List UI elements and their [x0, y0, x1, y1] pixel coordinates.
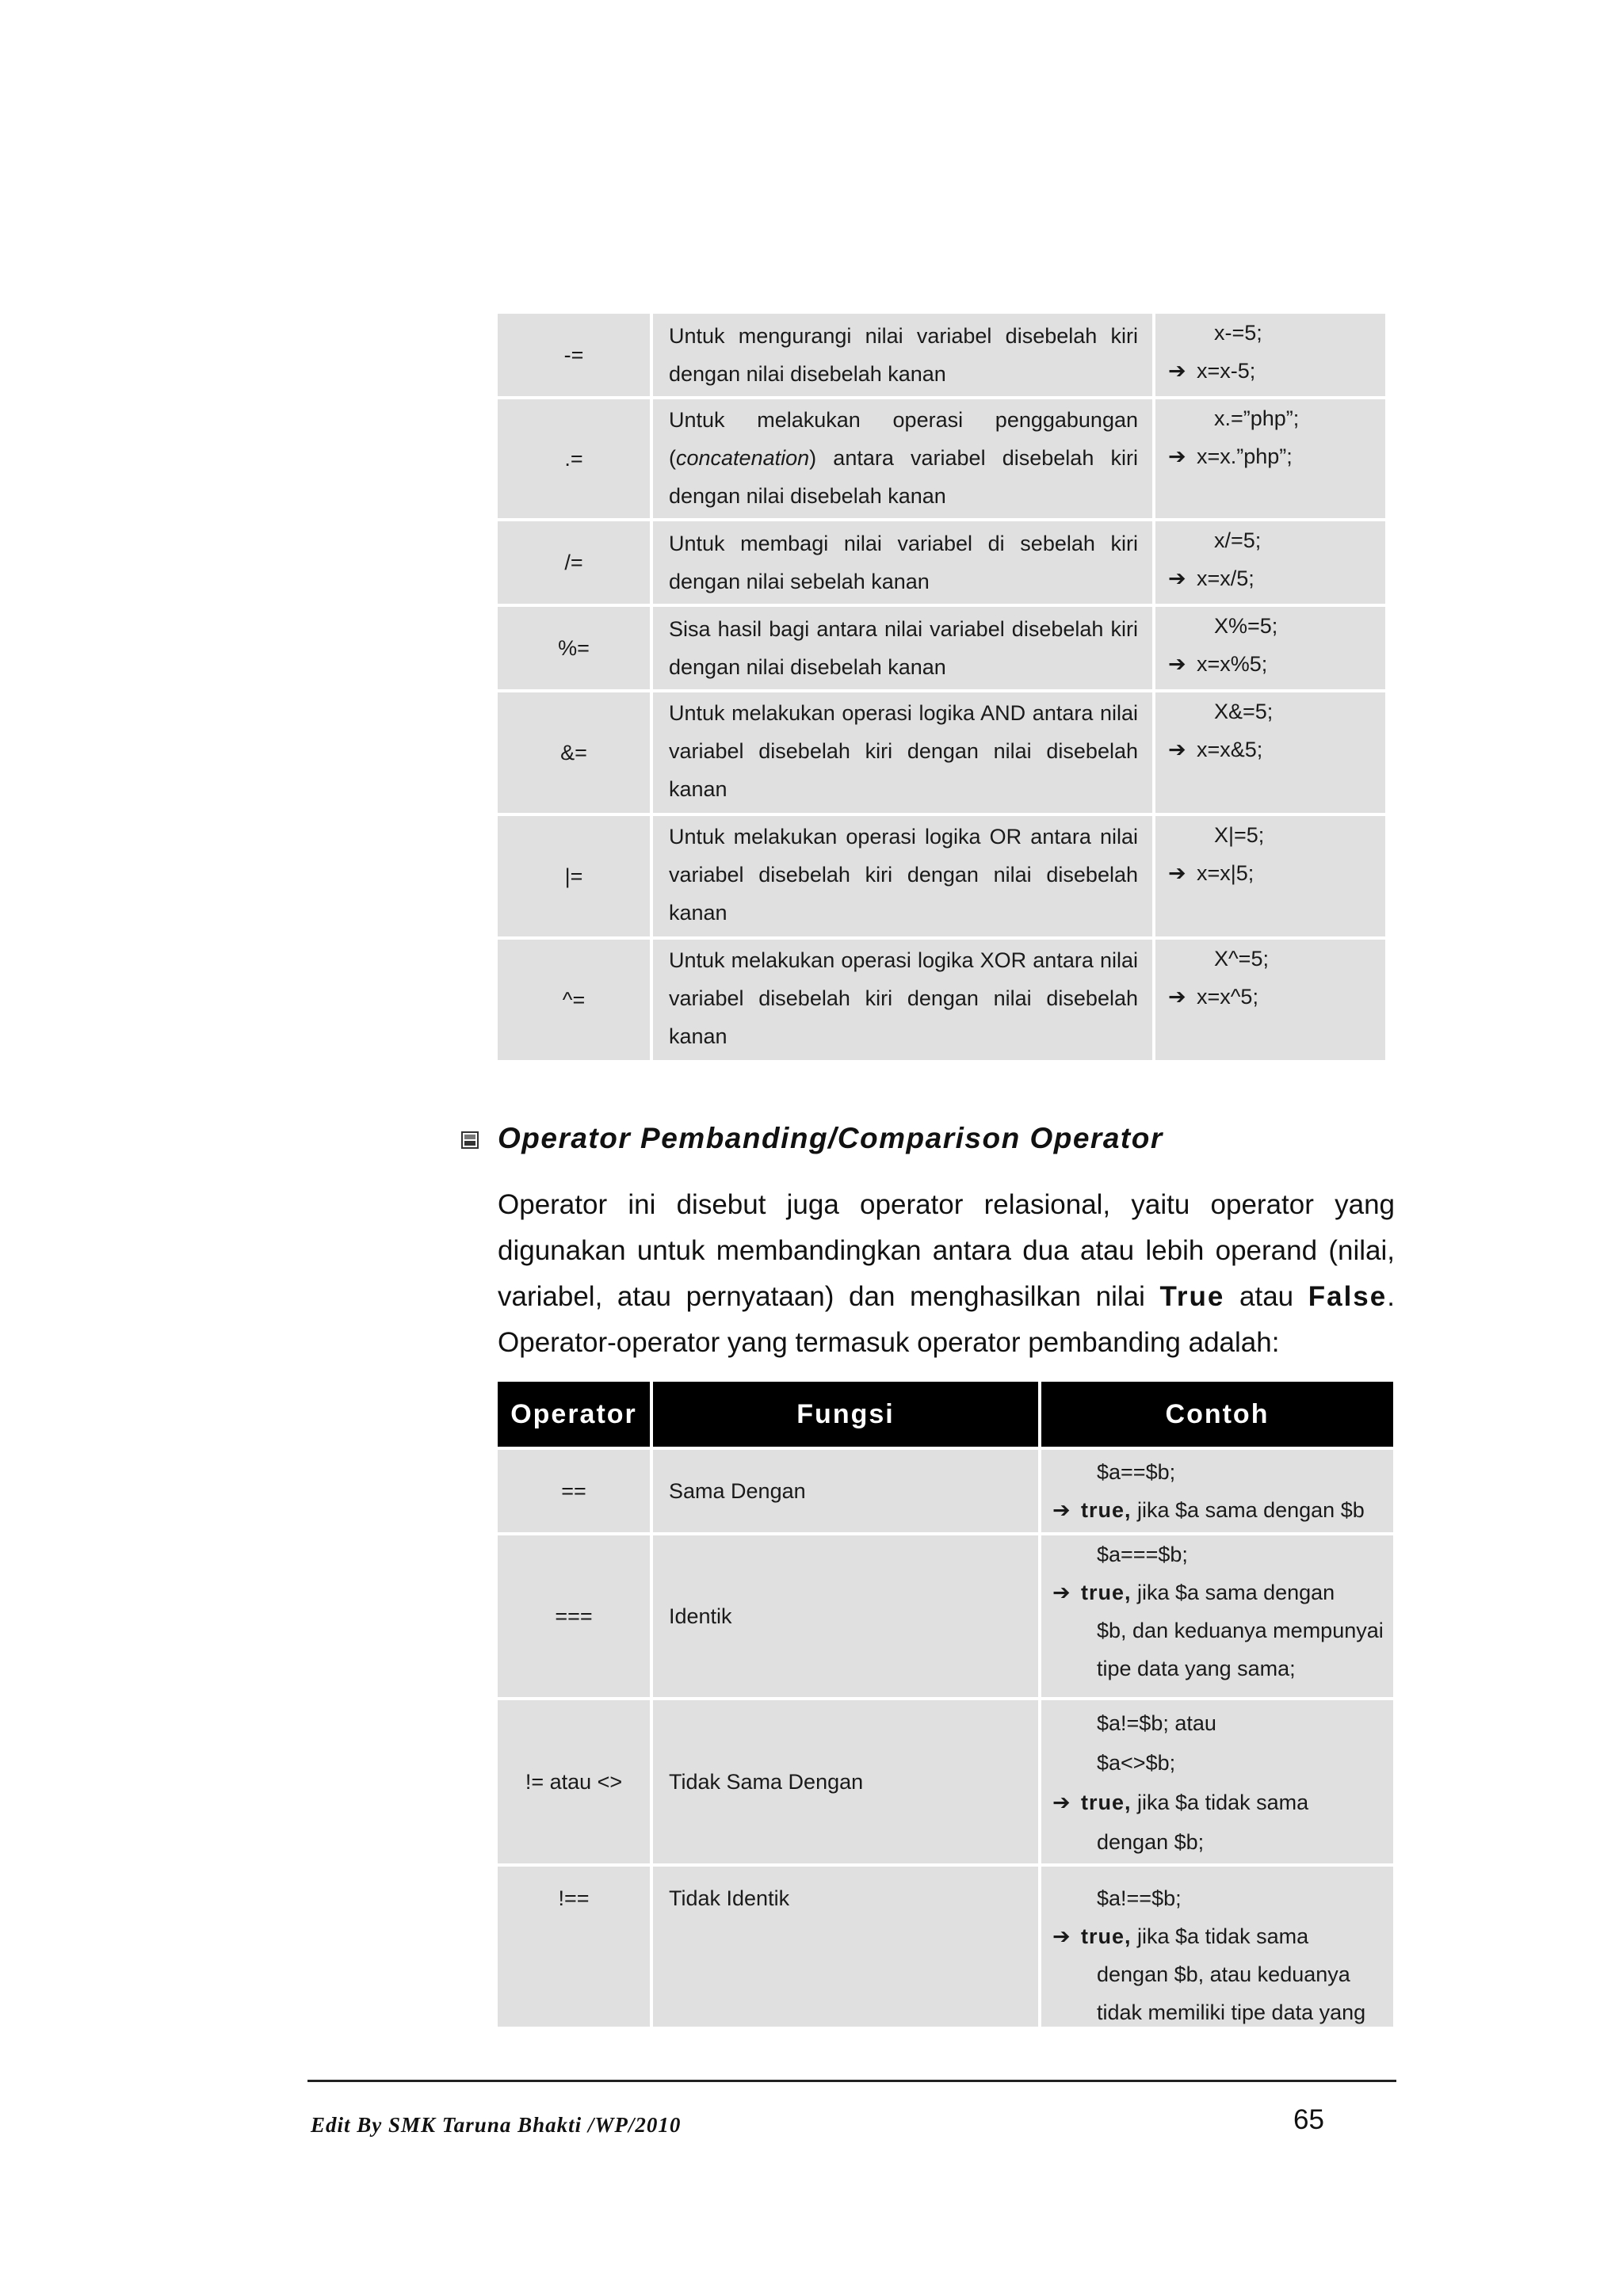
operator-cell: &=: [498, 692, 650, 813]
arrow-right-icon: ➔: [1168, 359, 1186, 383]
section-title: Operator Pembanding/Comparison Operator: [498, 1122, 1163, 1154]
arrow-right-icon: ➔: [1168, 652, 1186, 676]
example-cell: x-=5; ➔ x=x-5;: [1155, 314, 1385, 396]
table-header-fungsi: Fungsi: [653, 1382, 1038, 1447]
example-cell: x.=”php”; ➔ x=x.”php”;: [1155, 399, 1385, 518]
example-cell: x/=5; ➔ x=x/5;: [1155, 521, 1385, 604]
operator-cell: ===: [498, 1535, 650, 1697]
function-cell: Untuk melakukan operasi logika XOR antara nilai variabel disebelah kiri dengan nilai disebelah kanan: [653, 940, 1152, 1060]
operator-cell: ^=: [498, 940, 650, 1060]
operator-cell: %=: [498, 607, 650, 689]
example-cell: $a===$b; ➔ true, jika $a sama dengan $b, dan keduanya mempunyai tipe data yang sama;: [1041, 1535, 1393, 1697]
function-cell: Identik: [653, 1535, 1038, 1697]
function-cell: Tidak Identik: [653, 1867, 1038, 2027]
arrow-right-icon: ➔: [1168, 985, 1186, 1009]
function-cell: Untuk melakukan operasi logika AND antara nilai variabel disebelah kiri dengan nilai disebelah kanan: [653, 692, 1152, 813]
function-cell: Tidak Sama Dengan: [653, 1700, 1038, 1863]
arrow-right-icon: ➔: [1168, 738, 1186, 761]
arrow-right-icon: ➔: [1168, 444, 1186, 468]
operator-cell: .=: [498, 399, 650, 518]
function-cell: Untuk mengurangi nilai variabel disebelah kiri dengan nilai disebelah kanan: [653, 314, 1152, 396]
bullet-icon: [461, 1131, 479, 1149]
operator-cell: -=: [498, 314, 650, 396]
arrow-right-icon: ➔: [1052, 1498, 1071, 1522]
operator-cell: != atau <>: [498, 1700, 650, 1863]
example-cell: X&=5; ➔ x=x&5;: [1155, 692, 1385, 813]
function-cell: Sisa hasil bagi antara nilai variabel disebelah kiri dengan nilai disebelah kanan: [653, 607, 1152, 689]
operator-cell: ==: [498, 1450, 650, 1532]
example-cell: $a!=$b; atau $a<>$b; ➔ true, jika $a tidak sama dengan $b;: [1041, 1700, 1393, 1863]
arrow-right-icon: ➔: [1052, 1791, 1071, 1814]
footer-rule: [307, 2080, 1396, 2082]
table-header-operator: Operator: [498, 1382, 650, 1447]
operator-cell: |=: [498, 816, 650, 936]
example-cell: X%=5; ➔ x=x%5;: [1155, 607, 1385, 689]
function-cell: Sama Dengan: [653, 1450, 1038, 1532]
arrow-right-icon: ➔: [1052, 1924, 1071, 1948]
arrow-right-icon: ➔: [1168, 566, 1186, 590]
function-cell: Untuk melakukan operasi logika OR antara nilai variabel disebelah kiri dengan nilai disebelah kanan: [653, 816, 1152, 936]
example-cell: X^=5; ➔ x=x^5;: [1155, 940, 1385, 1060]
operator-cell: !==: [498, 1867, 650, 2027]
arrow-right-icon: ➔: [1168, 861, 1186, 885]
table-header-contoh: Contoh: [1041, 1382, 1393, 1447]
section-paragraph: Operator ini disebut juga operator relasional, yaitu operator yang digunakan untuk membandingkan antara dua atau lebih operand (nilai, variabel, atau pernyataan) dan menghasilkan nilai True atau False. Operator-operator yang termasuk operator pembanding adalah:: [498, 1189, 1395, 1358]
arrow-right-icon: ➔: [1052, 1581, 1071, 1604]
page-number: 65: [1293, 2104, 1324, 2135]
operator-cell: /=: [498, 521, 650, 604]
example-cell: $a==$b; ➔ true, jika $a sama dengan $b: [1041, 1450, 1393, 1532]
footer-credit: Edit By SMK Taruna Bhakti /WP/2010: [311, 2113, 682, 2137]
function-cell: Untuk membagi nilai variabel di sebelah kiri dengan nilai sebelah kanan: [653, 521, 1152, 604]
example-cell: X|=5; ➔ x=x|5;: [1155, 816, 1385, 936]
example-cell: $a!==$b; ➔ true, jika $a tidak sama dengan $b, atau keduanya tidak memiliki tipe data yang: [1041, 1867, 1393, 2027]
function-cell: Untuk melakukan operasi penggabungan (concatenation) antara variabel disebelah kiri dengan nilai disebelah kanan: [653, 399, 1152, 518]
